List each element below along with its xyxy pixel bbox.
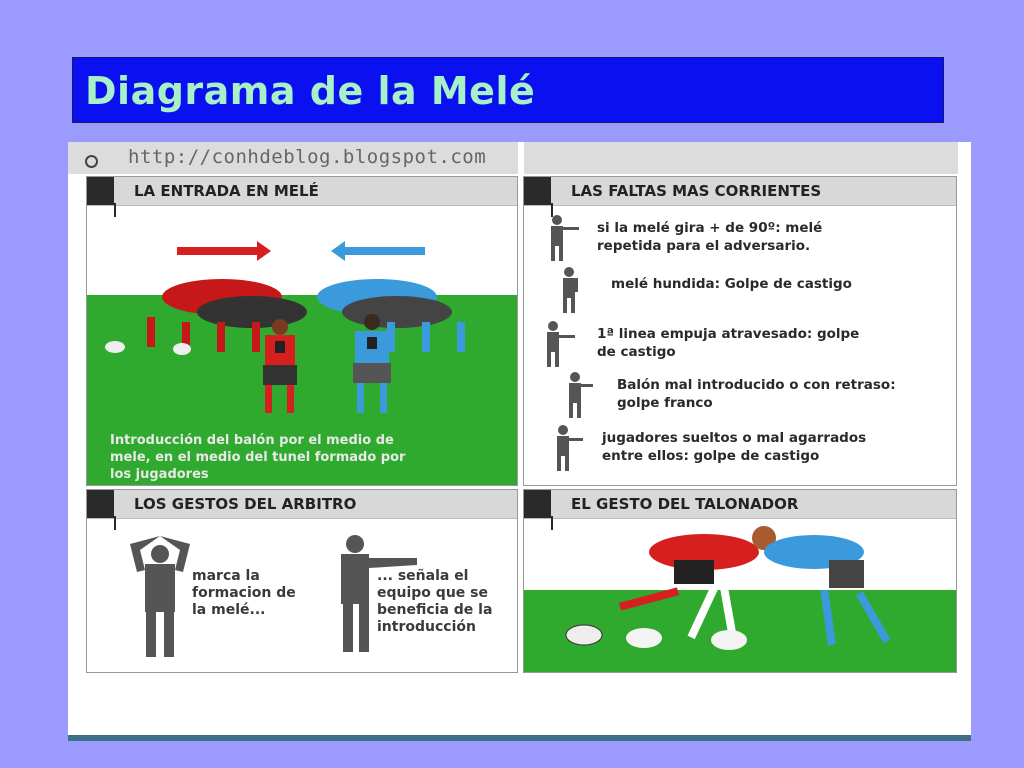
circle-icon xyxy=(85,155,98,168)
panel-gestos xyxy=(86,489,518,673)
top-strip-right xyxy=(524,142,958,174)
panel-header xyxy=(523,176,957,206)
referee-icon xyxy=(551,265,596,315)
source-url: http://conhdeblog.blogspot.com xyxy=(128,146,487,168)
entrada-caption: Introducción del balón por el medio de mele, en el medio del tunel formado por los jugadores xyxy=(110,433,406,482)
header-label: LA ENTRADA EN MELÉ xyxy=(134,182,319,200)
panel-header xyxy=(86,176,518,206)
gesture-caption-1: marca la formacion de la melé... xyxy=(192,568,296,618)
infographic-board xyxy=(68,142,971,741)
ball-icon xyxy=(711,630,747,650)
header-tab xyxy=(86,177,114,205)
header-tab xyxy=(523,177,551,205)
header-tab xyxy=(86,490,114,518)
panel-header xyxy=(523,489,957,519)
page-title: Diagrama de la Melé xyxy=(85,69,536,113)
header-label: LAS FALTAS MAS CORRIENTES xyxy=(571,182,822,200)
panel-talonador xyxy=(523,489,957,673)
panel-faltas: LAS FALTAS MAS CORRIENTES si la melé gira + de 90º: melé repetida para el adversario. melé hundida: Golpe de castigo 1ª linea empuja atravesado: golpe de castigo Balón mal introducido o con retraso: golpe franco jugadores sueltos o mal agarrados entre ellos: golpe de castigo xyxy=(523,176,957,486)
title-bar xyxy=(72,57,944,123)
blue-arrow-icon xyxy=(331,241,425,261)
header-tab xyxy=(523,490,551,518)
header-label: LOS GESTOS DEL ARBITRO xyxy=(134,495,357,513)
url-strip xyxy=(68,142,518,174)
panel-entrada xyxy=(86,176,518,486)
ball-icon xyxy=(173,343,191,355)
ball-icon xyxy=(566,625,602,645)
referee-icon xyxy=(539,319,584,369)
referee-icon xyxy=(561,370,606,420)
ball-icon xyxy=(105,341,125,353)
ball-icon xyxy=(626,628,662,648)
referee-icon xyxy=(539,213,584,263)
referee-icon xyxy=(549,423,594,473)
gesture-caption-2: ... señala el equipo que se beneficia de la introducción xyxy=(377,568,493,635)
red-arrow-icon xyxy=(177,241,271,261)
panel-header xyxy=(86,489,518,519)
header-label: EL GESTO DEL TALONADOR xyxy=(571,495,799,513)
